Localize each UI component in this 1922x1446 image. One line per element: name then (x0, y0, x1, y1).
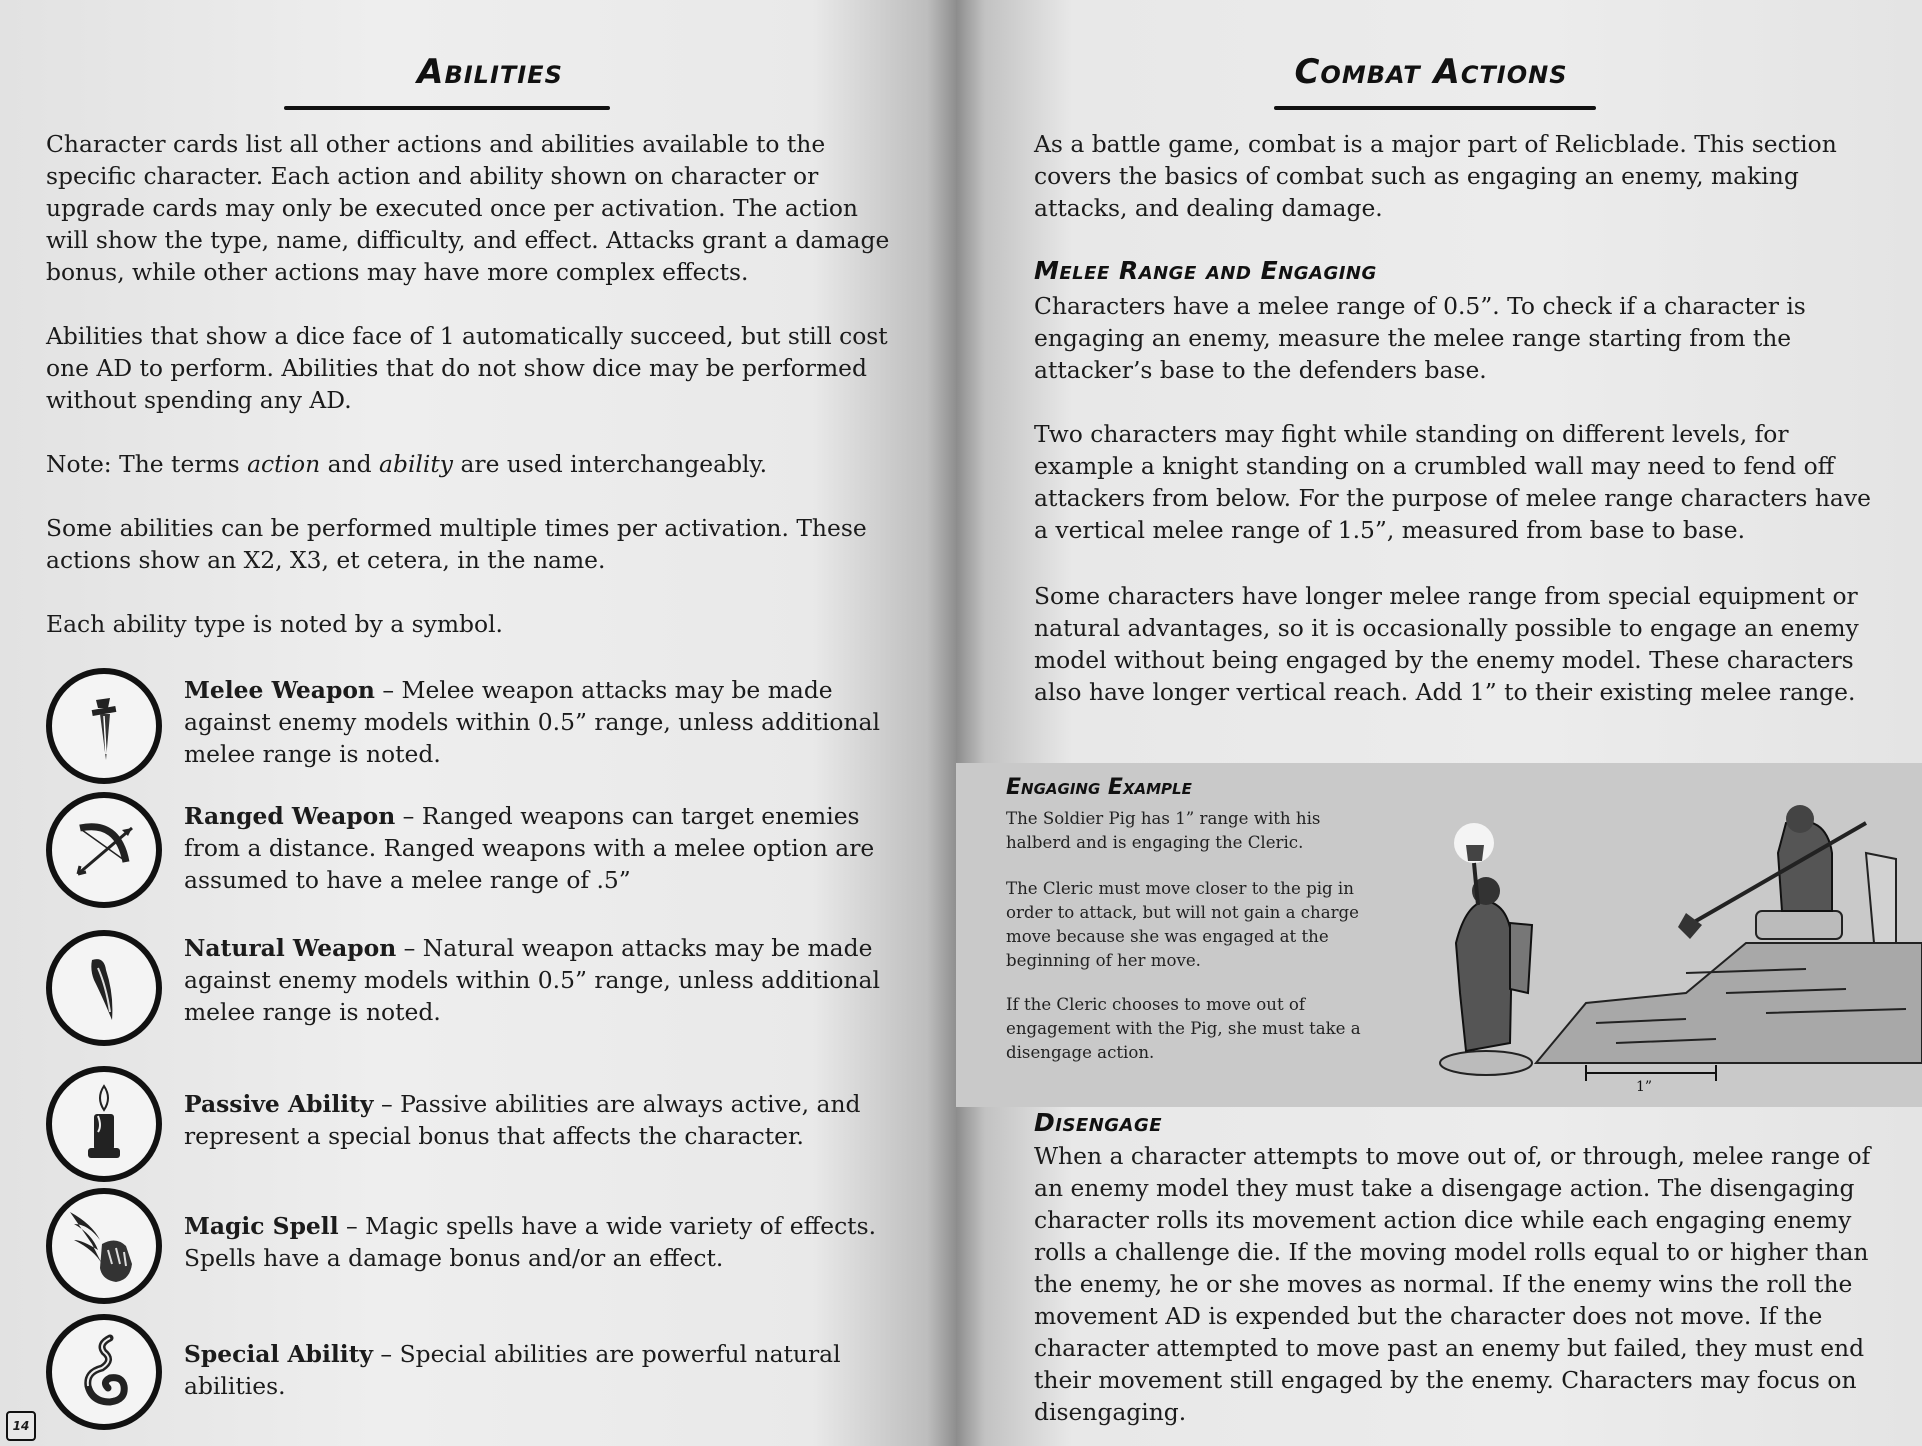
pig-base (1756, 911, 1842, 939)
disengage-heading: Disengage (1034, 1108, 1163, 1137)
abilities-title: Abilities (417, 52, 563, 92)
multiple-paragraph: Some abilities can be performed multiple times per activation. These actions show an X2, X3, et cetera, in the name. (46, 514, 867, 574)
soldier-pig-figure (1778, 821, 1832, 911)
cleric-base (1440, 1051, 1532, 1075)
melee-range-heading: Melee Range and Engaging (1034, 256, 1377, 285)
broken-column (1866, 853, 1896, 943)
disengage-paragraph: When a character attempts to move out of, or through, melee range of an enemy model they must take a disengage action. The disengaging character rolls its movement action dice while each engaging enemy rolls a challenge die. If the moving model rolls equal to or higher than the enemy, he or she moves as normal. If the enemy wins the roll the movement AD is expended but the character does not move. If the character attempted to move past an enemy but failed, they must end their movement still engaged by the enemy. Characters may focus on disengaging. (1034, 1142, 1871, 1426)
melee-weapon-text: Melee Weapon – Melee weapon attacks may be made against enemy models within 0.5” range, unless additional melee range is noted. (184, 676, 880, 768)
claw-icon (46, 930, 162, 1046)
engaging-example-box (956, 763, 1922, 1107)
title-underline (284, 106, 610, 110)
measure-label: 1” (1636, 1079, 1653, 1093)
combat-actions-title: Combat Actions (1294, 52, 1568, 92)
bow-icon (46, 792, 162, 908)
example-paragraph-3: If the Cleric chooses to move out of engagement with the Pig, she must take a disengage action. (1006, 995, 1361, 1062)
intro-paragraph: Character cards list all other actions and abilities available to the specific character. Each action and ability shown on character or upgrade cards may only be executed once per activation. The action will show the type, name, difficulty, and effect. Attacks grant a damage bonus, while other actions may have more complex effects. (46, 130, 890, 286)
swirl-icon (46, 1314, 162, 1430)
engaging-example-title: Engaging Example (1006, 775, 1192, 800)
example-paragraph-2: The Cleric must move closer to the pig in order to attack, but will not gain a charge move because she was engaged at the beginning of her move. (1006, 879, 1359, 970)
melee-range-paragraph: Characters have a melee range of 0.5”. To check if a character is engaging an enemy, measure the melee range starting from the attacker’s base to the defenders base. (1034, 292, 1806, 384)
dice-paragraph: Abilities that show a dice face of 1 automatically succeed, but still cost one AD to perform. Abilities that do not show dice may be performed without spending any AD. (46, 322, 888, 414)
longer-range-paragraph: Some characters have longer melee range from special equipment or natural advantages, so it is occasionally possible to engage an enemy model without being engaged by the enemy model. These characters also have longer vertical reach. Add 1” to their existing melee range. (1034, 582, 1859, 706)
example-paragraph-1: The Soldier Pig has 1” range with his halberd and is engaging the Cleric. (1006, 809, 1321, 852)
combat-intro-paragraph: As a battle game, combat is a major part of Relicblade. This section covers the basics of combat such as engaging an enemy, making attacks, and dealing damage. (1034, 130, 1837, 222)
natural-weapon-text: Natural Weapon – Natural weapon attacks may be made against enemy models within 0.5” range, unless additional melee range is noted. (184, 934, 880, 1026)
special-ability-text: Special Ability – Special abilities are powerful natural abilities. (184, 1340, 841, 1400)
left-page (0, 0, 956, 1446)
cleric-figure (1456, 901, 1512, 1051)
flaming-hand-icon (46, 1188, 162, 1304)
candle-icon (46, 1066, 162, 1182)
page-number: 14 (6, 1411, 36, 1441)
ranged-weapon-text: Ranged Weapon – Ranged weapons can target enemies from a distance. Ranged weapons with a melee option are assumed to have a melee range of .5” (184, 802, 875, 894)
magic-spell-text: Magic Spell – Magic spells have a wide variety of effects. Spells have a damage bonus and/or an effect. (184, 1212, 877, 1272)
engaging-illustration (1386, 793, 1922, 1093)
passive-ability-text: Passive Ability – Passive abilities are always active, and represent a special bonus that affects the character. (184, 1090, 861, 1150)
dagger-icon (46, 668, 162, 784)
symbol-paragraph: Each ability type is noted by a symbol. (46, 610, 503, 638)
note-paragraph: Note: The terms action and ability are used interchangeably. (46, 450, 768, 478)
levels-paragraph: Two characters may fight while standing on different levels, for example a knight standing on a crumbled wall may need to fend off attackers from below. For the purpose of melee range characters have a vertical melee range of 1.5”, measured from base to base. (1034, 420, 1871, 544)
title-underline (1274, 106, 1596, 110)
right-page (956, 0, 1922, 1446)
